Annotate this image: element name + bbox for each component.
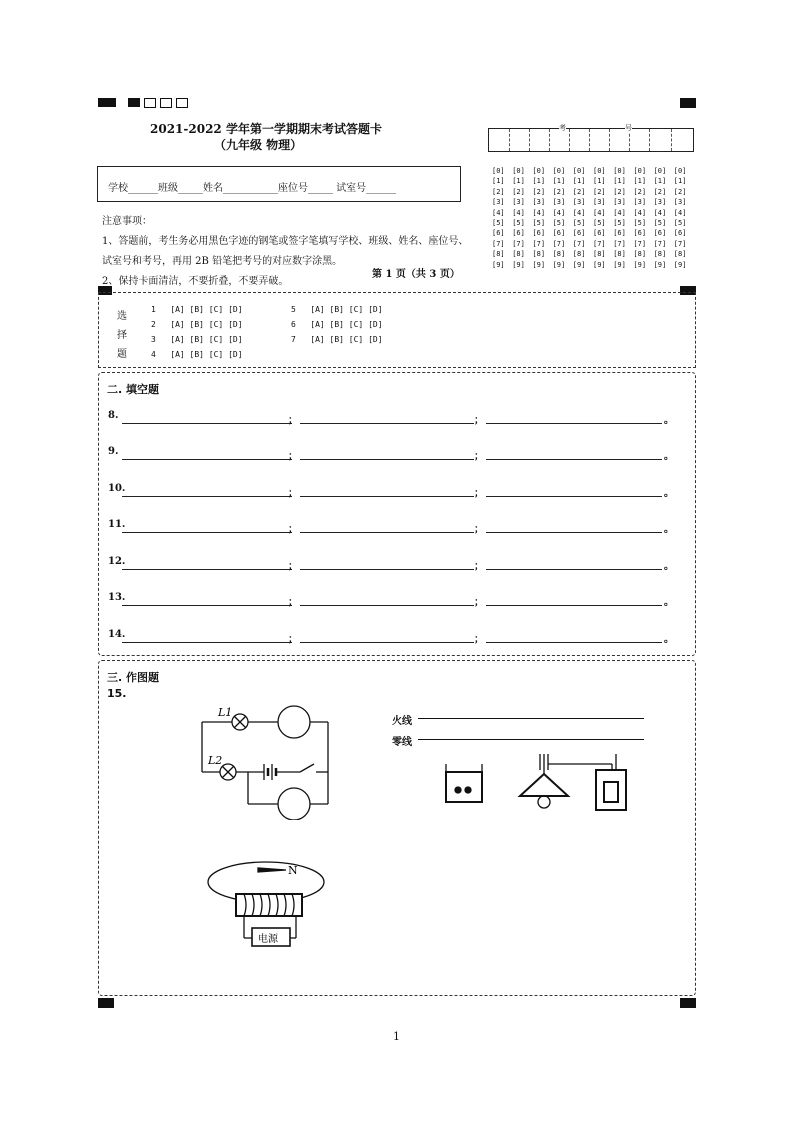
exam-digit-bubble[interactable]: [5] — [492, 218, 505, 227]
exam-digit-bubble[interactable]: [2] — [572, 187, 586, 196]
exam-digit-bubble[interactable]: [5] — [532, 218, 546, 227]
lamp-label-l1: L1 — [218, 706, 233, 719]
exam-digit-bubble[interactable]: [6] — [593, 229, 606, 238]
footer-page-number: 1 — [393, 1030, 400, 1043]
question-number: 11. — [108, 519, 126, 530]
fill-blank-row — [108, 483, 678, 497]
question-number: 10. — [108, 483, 126, 494]
exam-digit-bubble[interactable]: [7] — [593, 239, 606, 248]
notes-item-1-cont: 试室号和考号，再用 2B 铅笔把考号的对应数字涂黑。 — [102, 256, 343, 267]
exam-digit-bubble[interactable]: [2] — [673, 187, 687, 196]
separator: ； — [474, 451, 484, 462]
answer-blank[interactable] — [300, 642, 474, 643]
separator: ； — [288, 415, 298, 426]
page-indicator: 第 1 页（共 3 页） — [372, 269, 460, 280]
exam-digit-bubble[interactable]: [0] — [593, 167, 606, 175]
exam-digit-column[interactable] — [573, 166, 593, 270]
exam-digit-bubble[interactable]: [4] — [552, 208, 566, 217]
choice-row[interactable]: 6 [A] [B] [C] [D] — [291, 320, 383, 329]
registration-mark-top-right — [680, 98, 696, 108]
exam-digit-bubble[interactable]: [0] — [673, 167, 687, 175]
notes-heading: 注意事项： — [102, 216, 152, 227]
exam-digit-bubble[interactable]: [0] — [552, 167, 566, 175]
question-number: 12. — [108, 556, 126, 567]
registration-mark-bottom-right — [680, 998, 696, 1008]
fill-blank-row — [108, 592, 678, 606]
exam-digit-bubble[interactable]: [6] — [633, 229, 647, 238]
section-title: 二. 填空题 — [107, 383, 160, 396]
section-label-char: 题 — [117, 349, 127, 360]
exam-digit-bubble[interactable]: [9] — [552, 260, 566, 269]
exam-digit-bubble[interactable]: [1] — [673, 177, 687, 186]
choice-row[interactable]: 3 [A] [B] [C] [D] — [151, 335, 243, 344]
exam-digit-bubble[interactable]: [7] — [633, 239, 647, 248]
separator: ； — [288, 561, 298, 572]
end-mark: 。 — [664, 634, 674, 645]
exam-digit-bubble[interactable]: [6] — [512, 229, 525, 238]
exam-digit-bubble[interactable]: [8] — [572, 250, 586, 259]
separator: ； — [474, 415, 484, 426]
exam-digit-column[interactable] — [553, 166, 573, 270]
separator: ； — [288, 451, 298, 462]
neutral-wire-label: 零线 — [392, 737, 412, 748]
exam-digit-bubble[interactable]: [3] — [613, 198, 626, 207]
exam-digit-bubble[interactable]: [5] — [512, 218, 525, 227]
answer-blank[interactable] — [486, 642, 662, 643]
fill-blank-row — [108, 629, 678, 643]
exam-digit-bubble[interactable]: [1] — [653, 177, 667, 186]
exam-digit-bubble[interactable]: [4] — [613, 208, 626, 217]
exam-digit-column[interactable] — [654, 166, 674, 270]
separator: ； — [288, 488, 298, 499]
answer-blank[interactable] — [486, 459, 662, 460]
exam-digit-bubble[interactable]: [0] — [633, 167, 647, 175]
choice-row[interactable]: 7 [A] [B] [C] [D] — [291, 335, 383, 344]
exam-digit-column[interactable] — [593, 166, 613, 270]
answer-blank[interactable] — [486, 496, 662, 497]
exam-digit-bubble[interactable]: [9] — [572, 260, 586, 269]
end-mark: 。 — [664, 561, 674, 572]
exam-digit-bubble[interactable]: [8] — [593, 250, 606, 259]
exam-digit-bubble[interactable]: [7] — [673, 239, 687, 248]
exam-digit-bubble[interactable]: [2] — [512, 187, 525, 196]
registration-mark-bottom-left — [98, 998, 114, 1008]
exam-digit-bubble[interactable]: [1] — [492, 177, 505, 186]
exam-digit-bubble[interactable]: [1] — [613, 177, 626, 186]
exam-digit-bubble[interactable]: [2] — [613, 187, 626, 196]
exam-digit-bubble[interactable]: [7] — [572, 239, 586, 248]
bubble-box — [176, 98, 188, 108]
page-subtitle: （九年级 物理） — [214, 138, 303, 152]
choice-row[interactable]: 1 [A] [B] [C] [D] — [151, 305, 243, 314]
exam-digit-bubble[interactable]: [3] — [492, 198, 505, 207]
exam-digit-column[interactable] — [512, 166, 532, 270]
exam-digit-bubble[interactable]: [7] — [492, 239, 505, 248]
live-wire-label: 火线 — [392, 716, 412, 727]
exam-digit-bubble[interactable]: [8] — [633, 250, 647, 259]
exam-digit-bubble[interactable]: [0] — [512, 167, 525, 175]
live-wire-line[interactable] — [418, 718, 644, 719]
exam-digit-bubble[interactable]: [4] — [512, 208, 525, 217]
compass-north-label: N — [288, 864, 298, 877]
exam-digit-bubble[interactable]: [5] — [572, 218, 586, 227]
separator: ； — [288, 597, 298, 608]
exam-digit-bubble[interactable]: [9] — [673, 260, 687, 269]
exam-digit-bubble[interactable]: [6] — [613, 229, 626, 238]
exam-digit-bubble[interactable]: [5] — [673, 218, 687, 227]
exam-digit-column[interactable] — [613, 166, 633, 270]
exam-digit-bubble[interactable]: [6] — [532, 229, 546, 238]
end-mark: 。 — [664, 597, 674, 608]
exam-digit-bubble[interactable]: [9] — [613, 260, 626, 269]
separator: ； — [474, 597, 484, 608]
power-source-label: 电源 — [258, 934, 278, 945]
exam-digit-bubble[interactable]: [1] — [572, 177, 586, 186]
exam-digit-bubble[interactable]: [3] — [572, 198, 586, 207]
exam-digit-bubble[interactable]: [6] — [552, 229, 566, 238]
exam-digit-bubble[interactable]: [5] — [593, 218, 606, 227]
section-title: 三. 作图题 — [107, 671, 160, 684]
exam-digit-bubble[interactable]: [4] — [653, 208, 667, 217]
exam-digit-bubble[interactable]: [4] — [633, 208, 647, 217]
choice-row[interactable]: 4 [A] [B] [C] [D] — [151, 350, 243, 359]
exam-digit-bubble[interactable]: [3] — [593, 198, 606, 207]
exam-digit-bubble[interactable]: [2] — [593, 187, 606, 196]
exam-digit-bubble[interactable]: [9] — [593, 260, 606, 269]
fill-blank-row — [108, 556, 678, 570]
section-label-char: 选 — [117, 311, 127, 322]
exam-digit-bubble[interactable]: [6] — [492, 229, 505, 238]
exam-digit-bubble[interactable]: [7] — [552, 239, 566, 248]
fill-blank-row — [108, 446, 678, 460]
separator: ； — [474, 634, 484, 645]
exam-number-header[interactable] — [488, 124, 694, 152]
exam-digit-bubble[interactable]: [9] — [492, 260, 505, 269]
answer-blank[interactable] — [300, 569, 474, 570]
answer-blank[interactable] — [300, 532, 474, 533]
electromagnet-diagram[interactable] — [204, 858, 328, 958]
answer-blank[interactable] — [486, 569, 662, 570]
question-number: 15. — [107, 687, 127, 700]
exam-digit-column[interactable] — [633, 166, 653, 270]
exam-digit-bubble[interactable]: [8] — [492, 250, 505, 259]
answer-blank[interactable] — [300, 423, 474, 424]
exam-digit-bubble[interactable]: [0] — [532, 167, 546, 175]
exam-digit-bubble[interactable]: [7] — [512, 239, 525, 248]
exam-digit-bubble[interactable]: [0] — [572, 167, 586, 175]
exam-number-label: 号 — [625, 124, 632, 132]
bubble-box — [144, 98, 156, 108]
exam-number-label: 考 — [559, 124, 566, 132]
exam-digit-bubble[interactable]: [8] — [673, 250, 687, 259]
exam-digit-bubble[interactable]: [3] — [673, 198, 687, 207]
answer-blank[interactable] — [122, 532, 292, 533]
exam-digit-bubble[interactable]: [4] — [572, 208, 586, 217]
question-number: 14. — [108, 629, 126, 640]
exam-digit-bubble[interactable]: [7] — [613, 239, 626, 248]
exam-digit-bubble[interactable]: [2] — [532, 187, 546, 196]
exam-digit-bubble[interactable]: [5] — [653, 218, 667, 227]
exam-digit-bubble[interactable]: [1] — [593, 177, 606, 186]
end-mark: 。 — [664, 524, 674, 535]
registration-mark-top-left-small — [128, 98, 140, 107]
end-mark: 。 — [664, 415, 674, 426]
notes-item-2: 2、保持卡面清洁，不要折叠，不要弄破。 — [102, 276, 289, 287]
exam-digit-bubble[interactable]: [1] — [552, 177, 566, 186]
exam-digit-bubble[interactable]: [9] — [512, 260, 525, 269]
neutral-wire-line[interactable] — [418, 739, 644, 740]
page-title: 2021-2022 学年第一学期期末考试答题卡 — [150, 122, 382, 136]
exam-digit-bubble[interactable]: [3] — [552, 198, 566, 207]
fill-blank-row — [108, 519, 678, 533]
question-number: 13. — [108, 592, 126, 603]
answer-blank[interactable] — [122, 605, 292, 606]
exam-digit-bubble[interactable]: [2] — [492, 187, 505, 196]
exam-digit-bubble[interactable]: [8] — [512, 250, 525, 259]
exam-digit-bubble[interactable]: [8] — [552, 250, 566, 259]
answer-blank[interactable] — [300, 459, 474, 460]
exam-digit-column[interactable] — [532, 166, 552, 270]
answer-blank[interactable] — [122, 642, 292, 643]
exam-digit-bubble[interactable]: [0] — [492, 167, 505, 175]
student-info-fields[interactable]: 学校______班级_____姓名___________座位号_____ 试室号______ — [108, 183, 397, 194]
household-devices[interactable] — [436, 750, 636, 820]
exam-digit-bubble[interactable]: [4] — [532, 208, 546, 217]
exam-digit-bubble[interactable]: [2] — [552, 187, 566, 196]
exam-digit-bubble[interactable]: [8] — [653, 250, 667, 259]
exam-digit-bubble[interactable]: [9] — [532, 260, 546, 269]
exam-digit-bubble[interactable]: [2] — [633, 187, 647, 196]
answer-blank[interactable] — [122, 459, 292, 460]
exam-digit-bubble[interactable]: [4] — [673, 208, 687, 217]
exam-digit-bubble[interactable]: [5] — [552, 218, 566, 227]
choice-section — [98, 292, 696, 368]
lamp-label-l2: L2 — [208, 754, 223, 767]
exam-digit-bubble[interactable]: [7] — [653, 239, 667, 248]
exam-digit-column[interactable] — [492, 166, 512, 270]
answer-blank[interactable] — [300, 496, 474, 497]
answer-blank[interactable] — [122, 569, 292, 570]
exam-digit-bubble[interactable]: [3] — [653, 198, 667, 207]
answer-blank[interactable] — [122, 496, 292, 497]
choice-row[interactable]: 5 [A] [B] [C] [D] — [291, 305, 383, 314]
exam-digit-bubble[interactable]: [0] — [653, 167, 667, 175]
answer-blank[interactable] — [486, 532, 662, 533]
exam-digit-bubble[interactable]: [9] — [633, 260, 647, 269]
exam-digit-bubble[interactable]: [8] — [532, 250, 546, 259]
exam-digit-bubble[interactable]: [6] — [653, 229, 667, 238]
answer-blank[interactable] — [486, 423, 662, 424]
separator: ； — [288, 524, 298, 535]
exam-digit-bubble[interactable]: [1] — [633, 177, 647, 186]
exam-digit-bubble[interactable]: [3] — [512, 198, 525, 207]
exam-digit-bubble[interactable]: [8] — [613, 250, 626, 259]
notes — [102, 212, 482, 292]
exam-digit-bubble[interactable]: [1] — [512, 177, 525, 186]
exam-digit-bubble[interactable]: [5] — [633, 218, 647, 227]
fill-blank-row — [108, 410, 678, 424]
exam-digit-bubble[interactable]: [1] — [532, 177, 546, 186]
circuit-diagram[interactable] — [190, 700, 350, 820]
exam-digit-bubble[interactable]: [3] — [532, 198, 546, 207]
question-number: 9. — [108, 446, 119, 457]
exam-digit-bubble[interactable]: [2] — [653, 187, 667, 196]
exam-digit-bubble[interactable]: [3] — [633, 198, 647, 207]
separator: ； — [474, 561, 484, 572]
exam-digit-bubble[interactable]: [4] — [593, 208, 606, 217]
exam-digit-bubble[interactable]: [0] — [613, 167, 626, 175]
end-mark: 。 — [664, 451, 674, 462]
choice-row[interactable]: 2 [A] [B] [C] [D] — [151, 320, 243, 329]
registration-mark-top-left — [98, 98, 116, 107]
separator: ； — [474, 524, 484, 535]
question-number: 8. — [108, 410, 119, 421]
exam-digit-bubble[interactable]: [6] — [572, 229, 586, 238]
separator: ； — [474, 488, 484, 499]
separator: ； — [288, 634, 298, 645]
exam-digit-bubble[interactable]: [6] — [673, 229, 687, 238]
exam-digit-bubble[interactable]: [7] — [532, 239, 546, 248]
answer-blank[interactable] — [300, 605, 474, 606]
answer-blank[interactable] — [486, 605, 662, 606]
notes-item-1: 1、答题前，考生务必用黑色字迹的钢笔或签字笔填写学校、班级、姓名、座位号、 — [102, 236, 469, 247]
section-label-char: 择 — [117, 330, 127, 341]
exam-digit-bubble[interactable]: [4] — [492, 208, 505, 217]
bubble-box — [160, 98, 172, 108]
exam-digit-bubble[interactable]: [5] — [613, 218, 626, 227]
exam-digit-column[interactable] — [674, 166, 694, 270]
end-mark: 。 — [664, 488, 674, 499]
exam-digit-bubble[interactable]: [9] — [653, 260, 667, 269]
drawing-section — [98, 660, 696, 996]
answer-blank[interactable] — [122, 423, 292, 424]
